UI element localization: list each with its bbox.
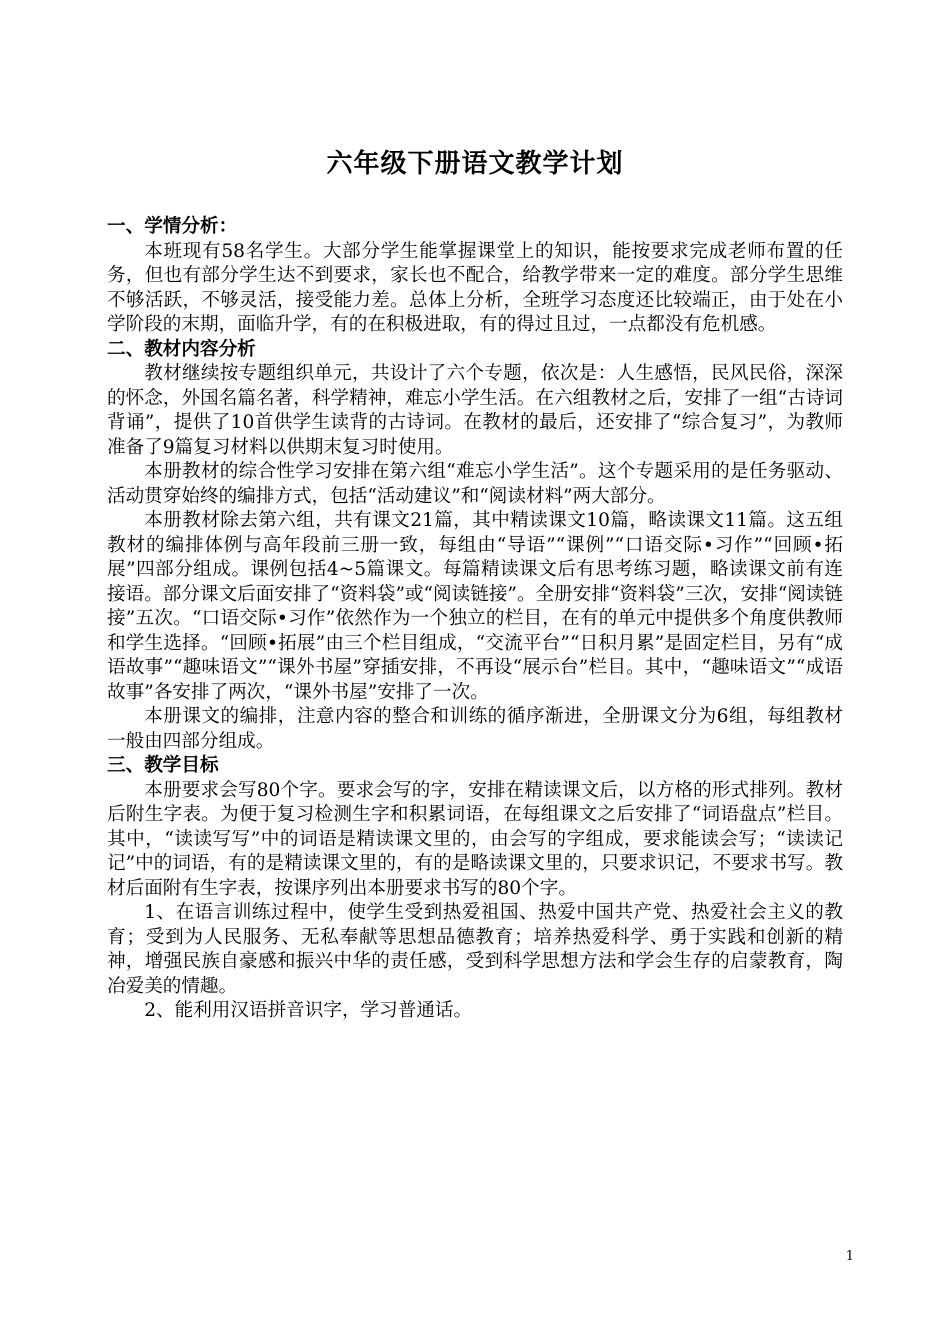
section-heading-learning-analysis: 一、学情分析：: [107, 216, 238, 237]
paragraph: 本册教材的综合性学习安排在第六组“难忘小学生活”。这个专题采用的是任务驱动、活动贯穿始终的编排方式，包括“活动建议”和“阅读材料”两大部分。: [107, 461, 843, 507]
paragraph: 1、在语言训练过程中，使学生受到热爱祖国、热爱中国共产党、热爱社会主义的教育；受到为人民服务、无私奉献等思想品德教育；培养热爱科学、勇于实践和创新的精神，增强民族自豪感和振兴中华的责任感，受到科学思想方法和学会生存的启蒙教育，陶冶爱美的情趣。: [107, 902, 843, 997]
paragraph: 本册课文的编排，注意内容的整合和训练的循序渐进，全册课文分为6组，每组教材一般由四部分组成。: [107, 706, 843, 752]
paragraph: 本册教材除去第六组，共有课文21篇，其中精读课文10篇，略读课文11篇。这五组教材的编排体例与高年段前三册一致，每组由“导语”“课例”“口语交际•习作”“回顾•拓展”四部分组成。课例包括4~5篇课文。每篇精读课文后有思考练习题，略读课文前有连接语。部分课文后面安排了“资料袋”或“阅读链接”。全册安排“资料袋”三次，安排“阅读链接”五次。“口语交际•习作”依然作为一个独立的栏目，在有的单元中提供多个角度供教师和学生选择。“回顾•拓展”由三个栏目组成，“交流平台”“日积月累”是固定栏目，另有“成语故事”“趣味语文”“课外书屋”穿插安排，不再设“展示台”栏目。其中，“趣味语文”“成语故事”各安排了两次，“课外书屋”安排了一次。: [107, 510, 843, 703]
page-number: 1: [845, 1249, 854, 1264]
paragraph: 教材继续按专题组织单元，共设计了六个专题，依次是：人生感悟，民风民俗，深深的怀念，外国名篇名著，科学精神，难忘小学生活。在六组教材之后，安排了一组“古诗词背诵”，提供了10首供学生读背的古诗词。在教材的最后，还安排了“综合复习”，为教师准备了9篇复习材料以供期末复习时使用。: [107, 363, 843, 458]
paragraph: 本册要求会写80个字。要求会写的字，安排在精读课文后，以方格的形式排列。教材后附生字表。为便于复习检测生字和积累词语，在每组课文之后安排了“词语盘点”栏目。其中，“读读写写”中的词语是精读课文里的，由会写的字组成，要求能读会写；“读读记记”中的词语，有的是精读课文里的，有的是略读课文里的，只要求识记，不要求书写。教材后面附有生字表，按课序列出本册要求书写的80个字。: [107, 779, 843, 899]
paragraph: 本班现有58名学生。大部分学生能掌握课堂上的知识，能按要求完成老师布置的任务，但也有部分学生达不到要求，家长也不配合，给教学带来一定的难度。部分学生思维不够活跃，不够灵活，接受能力差。总体上分析，全班学习态度还比较端正，由于处在小学阶段的末期，面临升学，有的在积极进取，有的得过且过，一点都没有危机感。: [107, 240, 843, 335]
paragraph: 2、能利用汉语拼音识字，学习普通话。: [144, 1000, 473, 1021]
document-title: 六年级下册语文教学计划: [326, 149, 624, 179]
section-heading-teaching-goals: 三、教学目标: [107, 755, 219, 776]
section-heading-textbook-analysis: 二、教材内容分析: [107, 338, 256, 360]
document-body: [107, 215, 843, 1024]
